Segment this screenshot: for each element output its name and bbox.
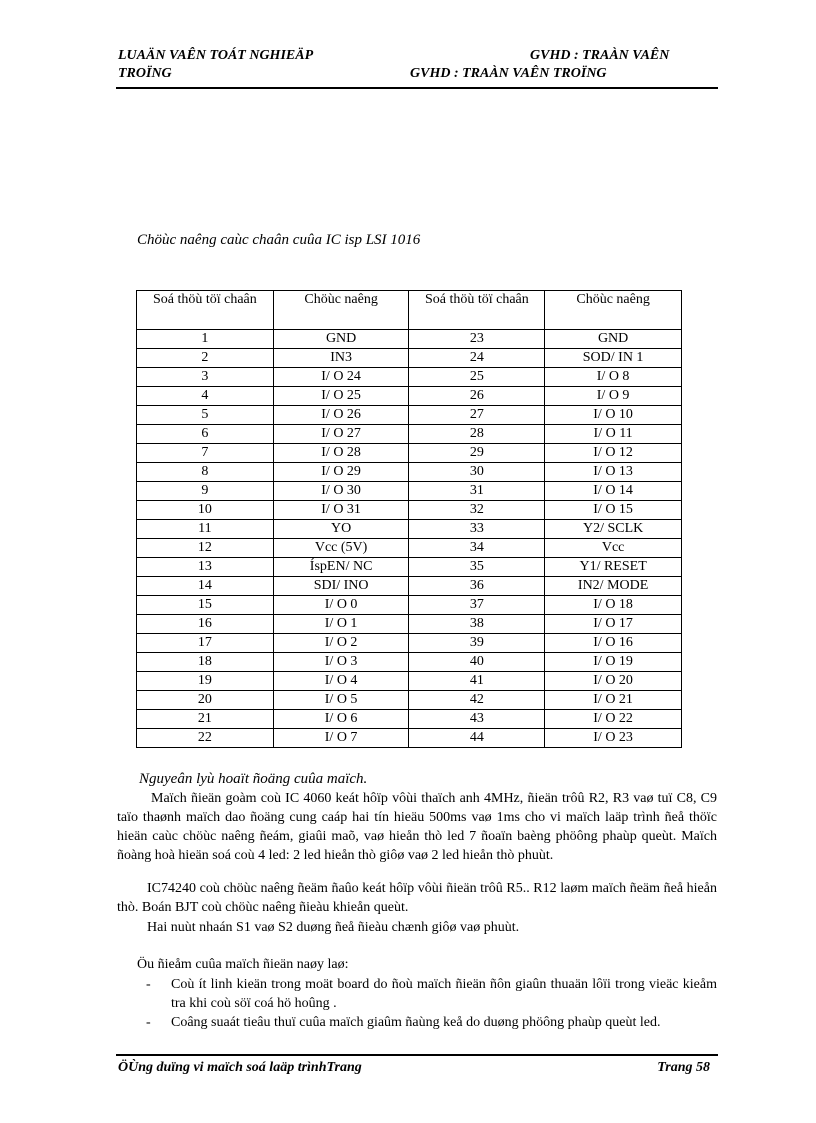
pin-function-cell: I/ O 21: [545, 691, 682, 710]
pin-function-cell: I/ O 10: [545, 406, 682, 425]
pin-function-cell: I/ O 8: [545, 368, 682, 387]
table-row: [137, 425, 682, 444]
pin-number-cell: 20: [137, 691, 274, 710]
advantages-list: [146, 975, 717, 1032]
table-row: [137, 482, 682, 501]
section-title: Nguyeân lyù hoaït ñoäng cuûa maïch.: [139, 771, 368, 787]
pin-function-cell: I/ O 29: [273, 463, 409, 482]
column-header: Chöùc naêng: [273, 291, 409, 330]
bullet-dash: -: [146, 1015, 151, 1030]
pin-number-cell: 14: [137, 577, 274, 596]
pin-number-cell: 21: [137, 710, 274, 729]
header-advisor-surname: TROÏNG: [118, 66, 172, 81]
table-caption: Chöùc naêng caùc chaân cuûa IC isp LSI 1016: [137, 232, 421, 248]
table-row: [137, 634, 682, 653]
pin-number-cell: 37: [409, 596, 545, 615]
pin-function-cell: IN3: [273, 349, 409, 368]
header-advisor: GVHD : TRAÀN VAÊN: [530, 48, 670, 63]
pin-number-cell: 10: [137, 501, 274, 520]
list-item: [146, 975, 717, 1013]
table-row: [137, 672, 682, 691]
pin-number-cell: 43: [409, 710, 545, 729]
table-row: [137, 349, 682, 368]
table-header-row: [137, 291, 682, 330]
table-row: [137, 463, 682, 482]
pin-function-cell: I/ O 27: [273, 425, 409, 444]
list-item-text: Coù ít linh kieän trong moät board do ñoù maïch ñieän ñôn giaûn thuaän lôïi trong vieäc kieåm tra khi coù söï coá hö hoûng .: [171, 977, 717, 1011]
pin-function-cell: I/ O 3: [273, 653, 409, 672]
pin-number-cell: 2: [137, 349, 274, 368]
pin-function-cell: SDI/ INO: [273, 577, 409, 596]
column-header: Soá thöù töï chaân: [409, 291, 545, 330]
page-number: Trang 58: [657, 1060, 710, 1075]
header-advisor-full: GVHD : TRAÀN VAÊN TROÏNG: [410, 66, 607, 81]
column-header: Soá thöù töï chaân: [137, 291, 274, 330]
list-item-text: Coâng suaát tieâu thuï cuûa maïch giaûm ñaùng keå do duøng phöông phaùp queùt led.: [171, 1015, 661, 1030]
pin-function-cell: I/ O 22: [545, 710, 682, 729]
pin-number-cell: 6: [137, 425, 274, 444]
pin-function-cell: GND: [273, 330, 409, 349]
pin-function-cell: I/ O 25: [273, 387, 409, 406]
pin-function-cell: I/ O 11: [545, 425, 682, 444]
pin-function-cell: I/ O 23: [545, 729, 682, 748]
pin-function-cell: I/ O 0: [273, 596, 409, 615]
pin-function-cell: I/ O 18: [545, 596, 682, 615]
pin-number-cell: 19: [137, 672, 274, 691]
pin-function-cell: I/ O 5: [273, 691, 409, 710]
pin-number-cell: 23: [409, 330, 545, 349]
pin-number-cell: 24: [409, 349, 545, 368]
paragraph: [117, 789, 717, 865]
pin-function-cell: Y1/ RESET: [545, 558, 682, 577]
table-row: [137, 691, 682, 710]
pin-number-cell: 32: [409, 501, 545, 520]
pin-number-cell: 41: [409, 672, 545, 691]
page-header: [118, 47, 718, 83]
pin-number-cell: 38: [409, 615, 545, 634]
pin-number-cell: 26: [409, 387, 545, 406]
pin-number-cell: 9: [137, 482, 274, 501]
pin-number-cell: 13: [137, 558, 274, 577]
paragraph-text: Maïch ñieän goàm coù IC 4060 keát hôïp vôùi thaïch anh 4MHz, ñieän trôû R2, R3 vaø tuï C8, C9 taïo thaønh maïch dao ñoäng cung caáp hai tín hieäu 500ms vaø 1ms cho vi maïch laäp trình ñeå thöïc hieän caùc chöùc naêng ñeám, giaûi maõ, vaø hieån thò led 7 ñoaïn baèng phöông phaùp queùt. Maïch ñoàng hoà hieän soá coù 4 led: 2 led hieån thò giôø vaø 2 led hieån thò phuùt.: [117, 791, 717, 863]
table-row: [137, 710, 682, 729]
advantages-title: Öu ñieåm cuûa maïch ñieän naøy laø:: [137, 957, 349, 972]
pin-function-cell: I/ O 13: [545, 463, 682, 482]
pin-function-cell: I/ O 1: [273, 615, 409, 634]
pin-function-cell: I/ O 17: [545, 615, 682, 634]
pin-number-cell: 22: [137, 729, 274, 748]
pin-number-cell: 5: [137, 406, 274, 425]
pin-function-cell: I/ O 28: [273, 444, 409, 463]
pin-number-cell: 15: [137, 596, 274, 615]
pin-function-cell: I/ O 20: [545, 672, 682, 691]
table-row: [137, 406, 682, 425]
pin-function-cell: ÍspEN/ NC: [273, 558, 409, 577]
pin-function-cell: SOD/ IN 1: [545, 349, 682, 368]
pin-function-cell: I/ O 19: [545, 653, 682, 672]
paragraph: [117, 918, 717, 937]
pin-number-cell: 17: [137, 634, 274, 653]
pin-number-cell: 39: [409, 634, 545, 653]
pin-number-cell: 40: [409, 653, 545, 672]
pin-function-cell: I/ O 6: [273, 710, 409, 729]
pin-number-cell: 34: [409, 539, 545, 558]
pin-number-cell: 35: [409, 558, 545, 577]
pin-number-cell: 1: [137, 330, 274, 349]
pin-number-cell: 30: [409, 463, 545, 482]
pin-function-cell: I/ O 9: [545, 387, 682, 406]
pin-number-cell: 11: [137, 520, 274, 539]
table-row: [137, 539, 682, 558]
table-row: [137, 520, 682, 539]
pin-number-cell: 29: [409, 444, 545, 463]
pin-number-cell: 33: [409, 520, 545, 539]
paragraph-text: Hai nuùt nhaán S1 vaø S2 duøng ñeå ñieàu chænh giôø vaø phuùt.: [147, 920, 520, 935]
page-footer: [118, 1059, 710, 1077]
table-row: [137, 653, 682, 672]
table-row: [137, 444, 682, 463]
pin-number-cell: 3: [137, 368, 274, 387]
header-rule: [116, 87, 718, 89]
pin-function-table: [136, 290, 682, 748]
pin-number-cell: 4: [137, 387, 274, 406]
table-row: [137, 387, 682, 406]
footer-title: ÖÙng duïng vi maïch soá laäp trìnhTrang: [118, 1060, 362, 1075]
pin-function-cell: IN2/ MODE: [545, 577, 682, 596]
pin-function-cell: I/ O 14: [545, 482, 682, 501]
paragraph-text: IC74240 coù chöùc naêng ñeäm ñaûo keát hôïp vôùi ñieän trôû R5.. R12 laøm maïch ñeäm ñeå hieån thò. Boán BJT coù chöùc naêng ñieàu khieån queùt.: [117, 881, 717, 915]
pin-function-cell: I/ O 30: [273, 482, 409, 501]
pin-function-cell: I/ O 24: [273, 368, 409, 387]
pin-function-cell: Y2/ SCLK: [545, 520, 682, 539]
table-row: [137, 501, 682, 520]
pin-number-cell: 18: [137, 653, 274, 672]
column-header: Chöùc naêng: [545, 291, 682, 330]
table-row: [137, 596, 682, 615]
pin-function-cell: YO: [273, 520, 409, 539]
pin-function-cell: I/ O 31: [273, 501, 409, 520]
pin-function-cell: I/ O 2: [273, 634, 409, 653]
pin-number-cell: 7: [137, 444, 274, 463]
pin-function-cell: I/ O 12: [545, 444, 682, 463]
pin-number-cell: 44: [409, 729, 545, 748]
pin-number-cell: 31: [409, 482, 545, 501]
pin-number-cell: 28: [409, 425, 545, 444]
pin-number-cell: 42: [409, 691, 545, 710]
pin-number-cell: 27: [409, 406, 545, 425]
footer-rule: [116, 1054, 718, 1056]
pin-function-cell: Vcc: [545, 539, 682, 558]
pin-function-cell: I/ O 16: [545, 634, 682, 653]
table-row: [137, 558, 682, 577]
pin-number-cell: 25: [409, 368, 545, 387]
pin-number-cell: 36: [409, 577, 545, 596]
paragraph: [117, 879, 717, 917]
pin-function-cell: I/ O 7: [273, 729, 409, 748]
pin-number-cell: 8: [137, 463, 274, 482]
list-item: [146, 1013, 717, 1032]
table-row: [137, 330, 682, 349]
table-row: [137, 577, 682, 596]
table-row: [137, 368, 682, 387]
header-thesis-title: LUAÄN VAÊN TOÁT NGHIEÄP: [118, 48, 314, 63]
pin-function-cell: I/ O 26: [273, 406, 409, 425]
pin-number-cell: 12: [137, 539, 274, 558]
bullet-dash: -: [146, 977, 151, 992]
pin-function-cell: Vcc (5V): [273, 539, 409, 558]
pin-function-cell: I/ O 4: [273, 672, 409, 691]
pin-function-cell: GND: [545, 330, 682, 349]
table-row: [137, 729, 682, 748]
table-row: [137, 615, 682, 634]
pin-function-cell: I/ O 15: [545, 501, 682, 520]
pin-number-cell: 16: [137, 615, 274, 634]
